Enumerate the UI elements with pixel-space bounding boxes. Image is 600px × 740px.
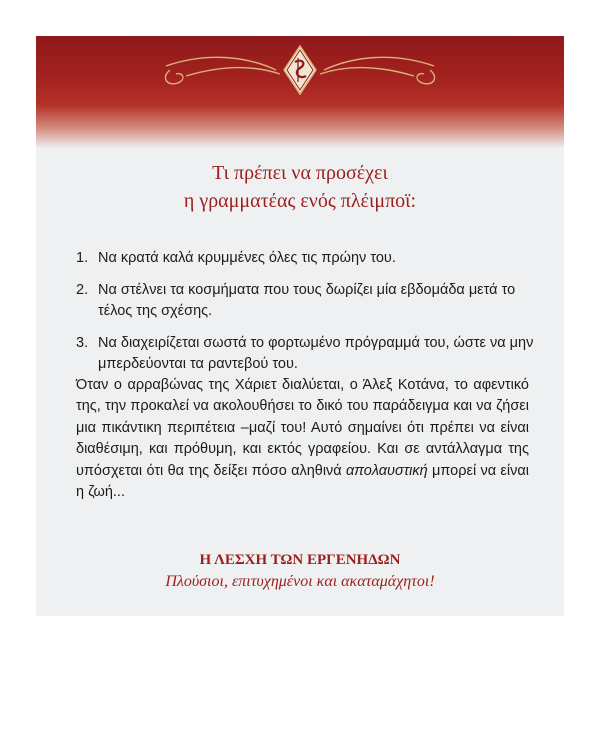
list-item-number: 1. [76, 250, 89, 266]
diamond-crest-logo [284, 46, 316, 94]
synopsis-text-end: μπορεί να είναι η ζωή... [76, 462, 529, 501]
heading-line-1: Τι πρέπει να προσέχει [212, 162, 388, 184]
heading-line-2: η γραμματέας ενός πλέιμποϊ: [183, 190, 417, 212]
synopsis-text: Όταν ο αρραβώνας της Χάριετ διαλύεται, ο Άλεξ Κοτάνα, το αφεντικό της, την προκαλεί να ακολουθήσει το δικό του παράδειγμα και να ζήσει μια πικάντικη περιπέτεια –μαζί του! Αυτό σημαίνει ότι πρέπει να είναι διαθέσιμη, και πρόθυμη, και εκτός γραφείου. Και σε αντάλλαγμα της υπόσχεται ότι θα της δείξει πόσο αληθινά [76, 377, 529, 479]
list-item-text: Να κρατά καλά κρυμμένες όλες τις πρώην του. [98, 250, 396, 266]
synopsis-paragraph [76, 375, 529, 503]
list-item [76, 333, 536, 375]
list-item-number: 2. [76, 282, 89, 298]
list-item [76, 280, 536, 322]
top-banner [36, 36, 564, 148]
list-item-text: Να στέλνει τα κοσμήματα που τους δωρίζει μία εβδομάδα μετά το τέλος της σχέσης. [98, 282, 516, 319]
book-back-cover [36, 36, 564, 616]
list-item [76, 248, 536, 269]
flourish-ornament [36, 36, 564, 148]
series-title: Η ΛΕΣΧΗ ΤΩΝ ΕΡΓΕΝΗΔΩΝ [199, 552, 401, 568]
series-tagline: Πλούσιοι, επιτυχημένοι και ακαταμάχητοι! [165, 573, 435, 590]
synopsis-emphasis: απολαυστική [346, 462, 428, 479]
list-item-number: 3. [76, 335, 89, 351]
list-item-text: Να διαχειρίζεται σωστά το φορτωμένο πρόγραμμά του, ώστε να μην μπερδεύονται τα ραντεβού του. [98, 335, 534, 372]
tips-list [76, 248, 536, 386]
